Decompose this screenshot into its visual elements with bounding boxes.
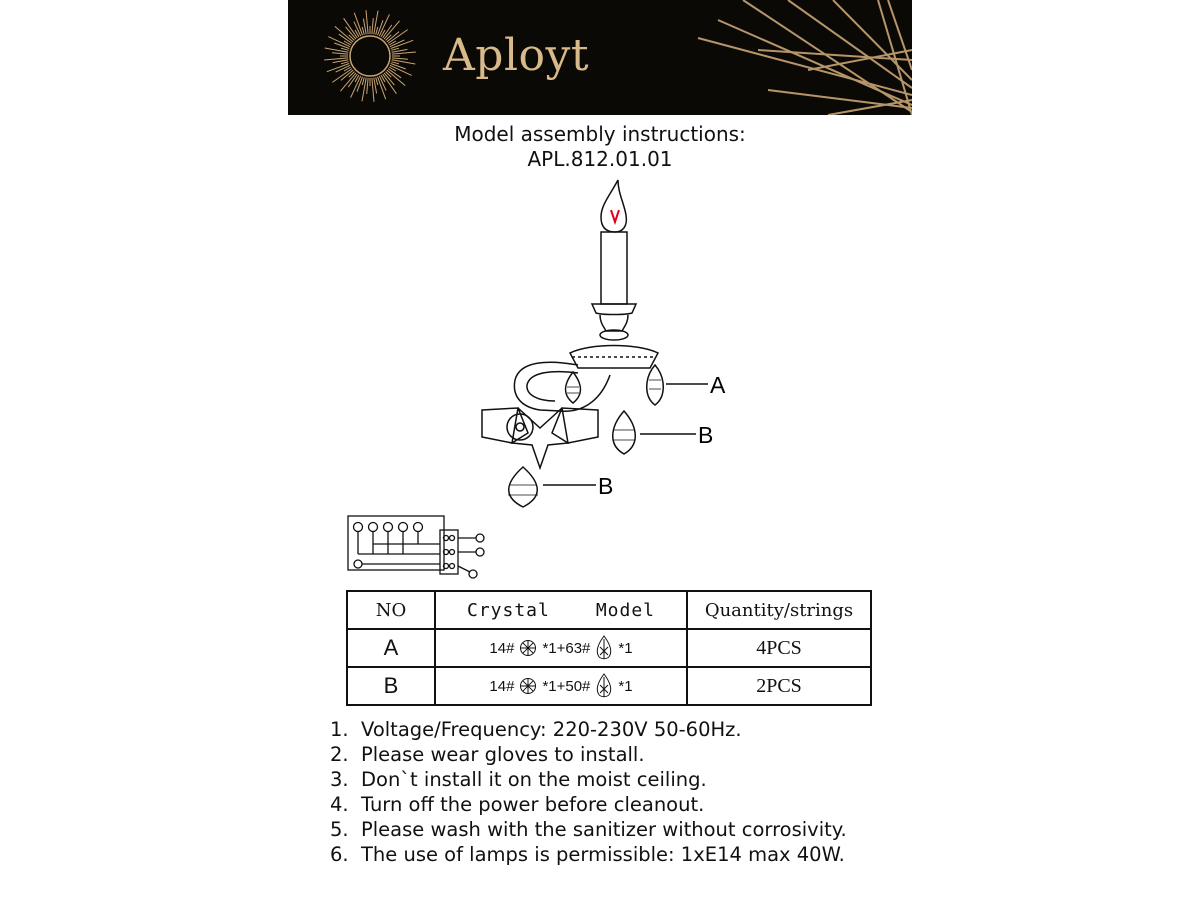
part-code: *1+63# [542, 639, 591, 657]
sunburst-ray [367, 78, 368, 94]
sunburst-ray [391, 48, 399, 50]
sunburst-ray [366, 10, 368, 34]
page-title [0, 122, 1200, 172]
header-crystal-model [435, 591, 687, 629]
row-no: A [347, 629, 435, 667]
crystal-b-lower [509, 467, 538, 507]
brand-logo-text: Aployt [443, 30, 590, 81]
sunburst-ray [332, 53, 348, 54]
sunburst-ray [392, 52, 416, 54]
table-row [347, 629, 871, 667]
part-code: *1+50# [542, 677, 591, 695]
teardrop-crystal-icon [595, 673, 613, 699]
wall-lamp-drawing [460, 175, 760, 510]
table-header-row [347, 591, 871, 629]
candle-bulb [601, 180, 626, 232]
sunburst-ray [374, 11, 378, 35]
sunburst-ray [391, 62, 399, 64]
row-model [435, 667, 687, 705]
candle-tube [601, 232, 627, 304]
octagon-bead-icon [519, 639, 537, 657]
crystal-a-right [647, 365, 664, 405]
crystal-b-middle [613, 411, 636, 454]
list-item: 6. The use of lamps is permissible: 1xE14 max 40W. [330, 843, 845, 866]
sunburst-ray [341, 48, 349, 50]
list-item: 1. Voltage/Frequency: 220-230V 50-60Hz. [330, 718, 742, 741]
list-item: 4. Turn off the power before cleanout. [330, 793, 705, 816]
part-count: *1 [618, 639, 633, 657]
table-row [347, 667, 871, 705]
row-no: B [347, 667, 435, 705]
title-line-1: Model assembly instructions: [454, 122, 746, 146]
sunburst-ray [325, 48, 349, 52]
sunburst-ray [376, 27, 378, 35]
label-b-upper: B [698, 422, 714, 448]
sunburst-ray [392, 58, 408, 59]
sunburst-ray [362, 77, 364, 85]
instruction-notes [330, 717, 847, 867]
sunburst-ray [341, 62, 349, 64]
sunburst-ray [362, 27, 364, 35]
sunburst-ray [392, 60, 416, 64]
label-b-lower: B [598, 473, 614, 499]
header-model: Model [595, 599, 655, 621]
bulb-filament [611, 210, 619, 222]
row-quantity: 4PCS [687, 629, 871, 667]
row-model [435, 629, 687, 667]
list-item: 3. Don`t install it on the moist ceiling. [330, 768, 707, 791]
row-quantity: 2PCS [687, 667, 871, 705]
teardrop-crystal-icon [595, 635, 613, 661]
part-code: 14# [489, 677, 515, 695]
list-item: 2. Please wear gloves to install. [330, 743, 645, 766]
list-item: 5. Please wash with the sanitizer without corrosivity. [330, 818, 847, 841]
sunburst-ray [362, 78, 366, 102]
sunburst-ray [372, 18, 373, 34]
sunburst-ray [376, 77, 378, 85]
header-crystal: Crystal [466, 599, 550, 621]
sunburst-ray [324, 58, 348, 60]
part-count: *1 [618, 677, 633, 695]
part-code: 14# [489, 639, 515, 657]
sunburst-logo-graphic [288, 0, 912, 115]
header-quantity: Quantity/strings [687, 591, 871, 629]
crystal-a-left [566, 372, 581, 403]
brand-banner [288, 0, 912, 115]
sunburst-ray [372, 78, 374, 102]
wiring-diagram [340, 512, 500, 582]
octagon-bead-icon [519, 677, 537, 695]
header-no: NO [347, 591, 435, 629]
model-number: APL.812.01.01 [527, 147, 673, 171]
crystal-parts-table [346, 590, 872, 706]
label-a: A [710, 372, 726, 398]
